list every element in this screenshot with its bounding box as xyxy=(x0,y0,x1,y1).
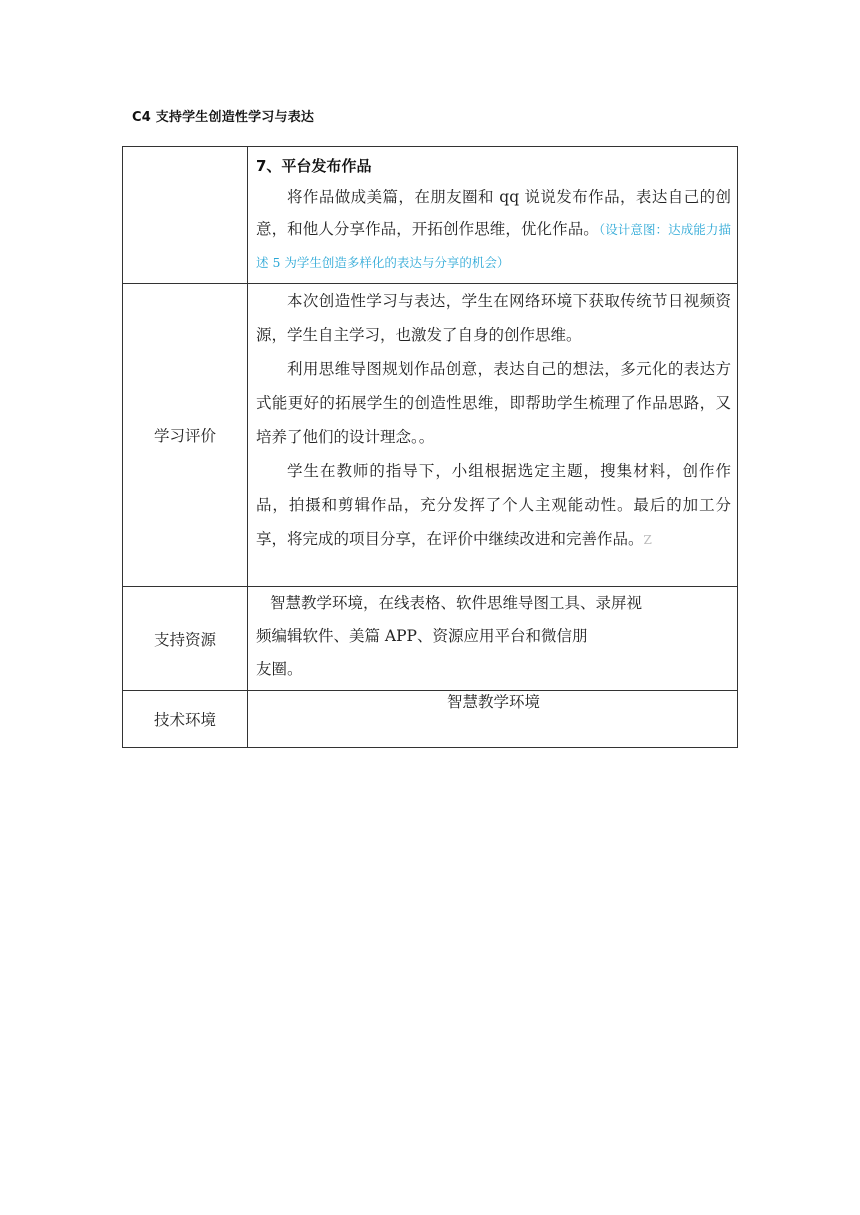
resources-line-2: 频编辑软件、美篇 APP、资源应用平台和微信朋 xyxy=(256,627,588,645)
evaluation-paragraph-2: 利用思维导图规划作品创意，表达自己的想法，多元化的表达方式能更好的拓展学生的创造性思维，即帮助学生梳理了作品思路，又培养了他们的设计理念。。 xyxy=(256,360,731,446)
row-label-evaluation: 学习评价 xyxy=(123,284,248,587)
document-title: C4 支持学生创造性学习与表达 xyxy=(132,110,315,125)
evaluation-paragraph-1: 本次创造性学习与表达，学生在网络环境下获取传统节日视频资源，学生自主学习，也激发了自身的创作思维。 xyxy=(256,292,731,344)
resources-line-1: 智慧教学环境，在线表格、软件思维导图工具、录屏视 xyxy=(270,594,643,612)
row-label-empty xyxy=(123,147,248,284)
row-content-resources xyxy=(248,587,738,691)
tech-environment-text: 智慧教学环境 xyxy=(446,693,540,711)
publish-text: 将作品做成美篇，在朋友圈和 qq 说说发布作品，表达自己的创意，和他人分享作品，开拓创作思维，优化作品。 xyxy=(256,188,731,238)
row-content-publish xyxy=(248,147,738,284)
evaluation-paragraph-3: 学生在教师的指导下，小组根据选定主题，搜集材料，创作作品，拍摄和剪辑作品，充分发挥了个人主观能动性。最后的加工分享，将完成的项目分享，在评价中继续改进和完善作品。 xyxy=(256,462,731,548)
row-label-tech: 技术环境 xyxy=(123,691,248,748)
table-row xyxy=(123,147,738,284)
row-content-tech xyxy=(248,691,738,748)
row-label-resources: 支持资源 xyxy=(123,587,248,691)
row-content-evaluation xyxy=(248,284,738,587)
lesson-table xyxy=(122,146,738,748)
step-title: 7、平台发布作品 xyxy=(256,157,372,175)
table-row xyxy=(123,284,738,587)
design-intent-note: （设计意图：达成能力描述 5 为学生创造多样化的表达与分享的机会） xyxy=(256,222,731,270)
table-row xyxy=(123,691,738,748)
resources-line-3: 友圈。 xyxy=(256,660,303,678)
table-row xyxy=(123,587,738,691)
trailing-mark: Z xyxy=(643,533,652,547)
